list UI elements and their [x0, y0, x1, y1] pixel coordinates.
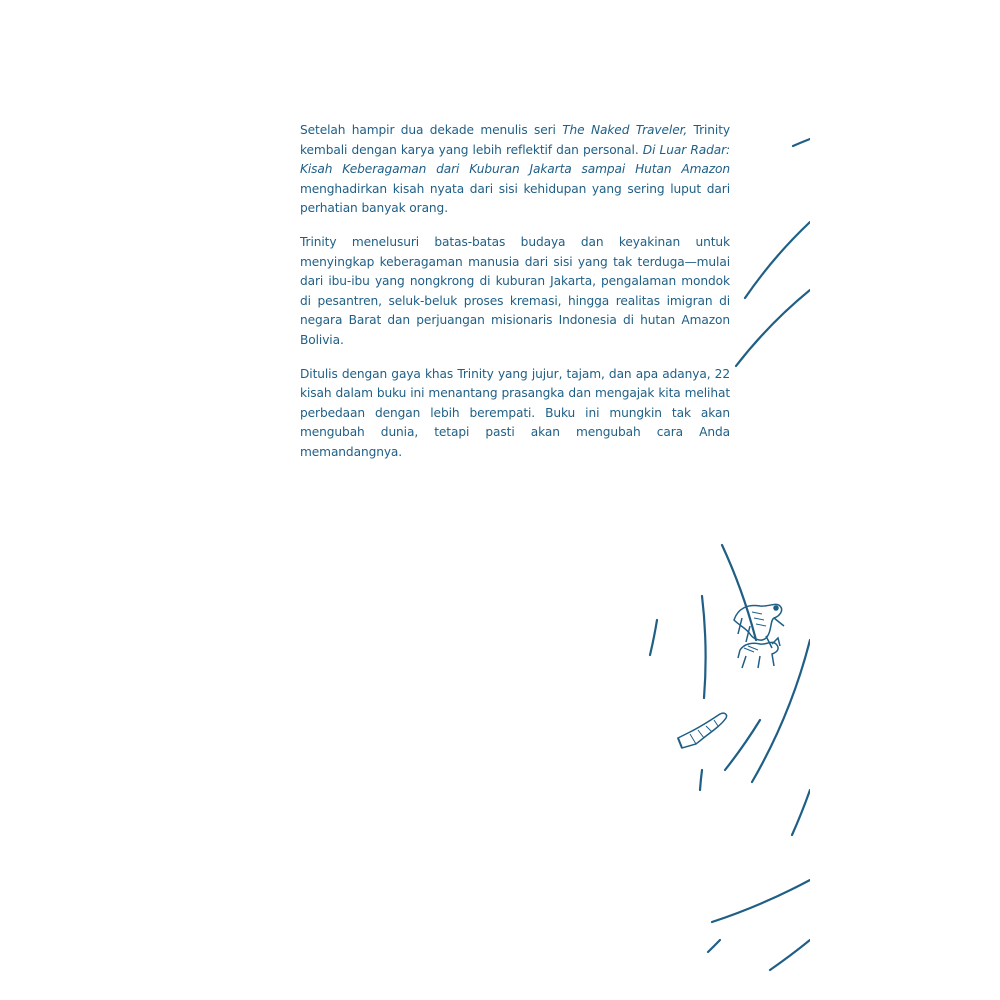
blurb-paragraph-3: Ditulis dengan gaya khas Trinity yang jujur, tajam, dan apa adanya, 22 kisah dalam buku ini menantang prasangka dan mengajak kita melihat perbedaan dengan lebih berempati. Buku ini mungkin tak akan mengubah dunia, tetapi pasti akan mengubah cara Anda memandangnya. — [300, 366, 730, 459]
radar-arc-10 — [792, 790, 810, 835]
back-cover-blurb — [300, 121, 730, 477]
blurb-p1-text-c: Trinity kembali dengan karya yang lebih reflektif dan personal. — [300, 123, 730, 157]
dog-illustration — [738, 638, 780, 668]
blurb-p1-text-e: menghadirkan kisah nyata dari sisi kehidupan yang sering luput dari perhatian banyak orang. — [300, 181, 730, 216]
radar-arc-2 — [745, 222, 810, 298]
radar-arc-9 — [752, 640, 810, 782]
blurb-p1-text-a: Setelah hampir dua dekade menulis seri — [300, 123, 563, 137]
praying-hands-illustration — [678, 713, 727, 748]
radar-arc-11 — [712, 880, 810, 922]
radar-arc-7 — [700, 770, 702, 790]
radar-arc-12 — [770, 940, 810, 970]
radar-arc-6 — [722, 545, 756, 640]
book-title: Di Luar Radar: Kisah Keberagaman dari Kuburan Jakarta sampai Hutan Amazon — [300, 142, 730, 177]
blurb-paragraph-1 — [300, 121, 730, 219]
radar-arc-4 — [650, 620, 657, 655]
radar-arc-8 — [725, 720, 760, 770]
radar-arc-5 — [702, 596, 706, 698]
blurb-paragraph-2: Trinity menelusuri batas-batas budaya dan keyakinan untuk menyingkap keberagaman manusia dari sisi yang tak terduga—mulai dari ibu-ibu yang nongkrong di kuburan Jakarta, pengalaman mondok di pesantren, seluk-beluk proses kremasi, hingga realitas imigran di negara Barat dan perjuangan misionaris Indonesia di hutan Amazon Bolivia. — [300, 234, 730, 347]
radar-arc-1 — [793, 139, 810, 146]
radar-arc-13 — [708, 940, 720, 952]
series-title: The Naked Traveler, — [562, 123, 688, 137]
monkey-illustration — [734, 604, 784, 648]
radar-arc-3 — [736, 290, 810, 366]
